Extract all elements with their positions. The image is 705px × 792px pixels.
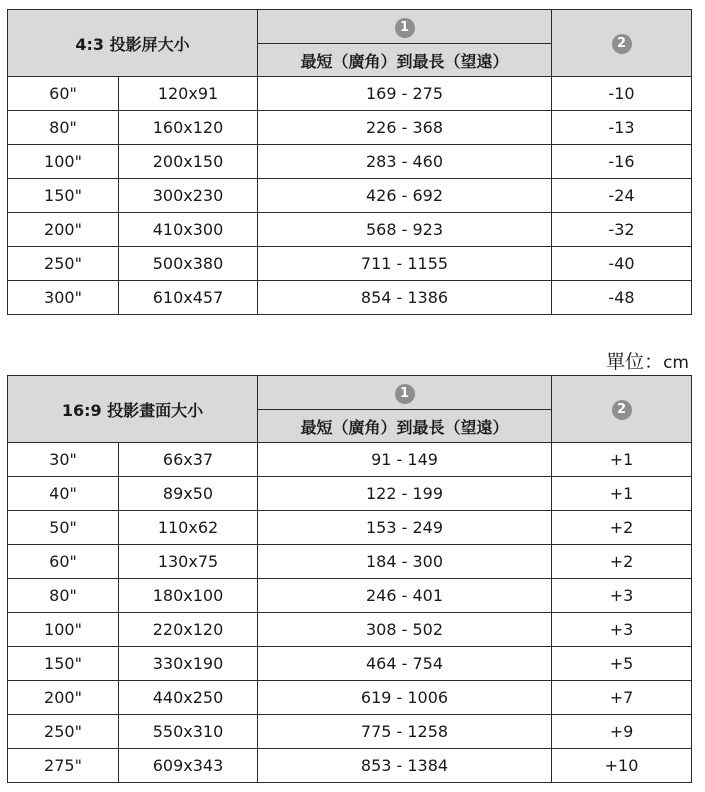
- table-row: [8, 579, 692, 613]
- cell-screen-dimensions: 300x230: [119, 179, 258, 213]
- table-row: [8, 111, 692, 145]
- cell-screen-size: 250": [8, 247, 119, 281]
- table-row: [8, 281, 692, 315]
- table-row: [8, 179, 692, 213]
- cell-distance-range: 153 - 249: [258, 511, 552, 545]
- cell-offset: -32: [552, 213, 692, 247]
- cell-offset: +1: [552, 477, 692, 511]
- cell-offset: -24: [552, 179, 692, 213]
- cell-distance-range: 91 - 149: [258, 443, 552, 477]
- column-marker-1: [258, 376, 552, 410]
- column-marker-1: [258, 10, 552, 44]
- cell-screen-dimensions: 610x457: [119, 281, 258, 315]
- cell-offset: -10: [552, 77, 692, 111]
- screen-size-table-4-3: [7, 9, 692, 315]
- cell-offset: +3: [552, 613, 692, 647]
- column-subtitle: 最短（廣角）到最長（望遠）: [258, 44, 552, 77]
- cell-screen-dimensions: 66x37: [119, 443, 258, 477]
- cell-distance-range: 246 - 401: [258, 579, 552, 613]
- table-row: [8, 545, 692, 579]
- cell-screen-size: 150": [8, 179, 119, 213]
- cell-distance-range: 283 - 460: [258, 145, 552, 179]
- cell-distance-range: 226 - 368: [258, 111, 552, 145]
- table-row: [8, 213, 692, 247]
- number-2-icon: 2: [612, 400, 632, 420]
- cell-distance-range: 619 - 1006: [258, 681, 552, 715]
- cell-distance-range: 426 - 692: [258, 179, 552, 213]
- table-row: [8, 647, 692, 681]
- cell-offset: -48: [552, 281, 692, 315]
- table-row: [8, 749, 692, 783]
- cell-screen-dimensions: 180x100: [119, 579, 258, 613]
- cell-distance-range: 711 - 1155: [258, 247, 552, 281]
- cell-screen-dimensions: 89x50: [119, 477, 258, 511]
- cell-distance-range: 169 - 275: [258, 77, 552, 111]
- cell-screen-size: 60": [8, 77, 119, 111]
- cell-distance-range: 853 - 1384: [258, 749, 552, 783]
- cell-distance-range: 854 - 1386: [258, 281, 552, 315]
- cell-screen-size: 200": [8, 681, 119, 715]
- cell-screen-size: 275": [8, 749, 119, 783]
- number-2-icon: 2: [612, 34, 632, 54]
- cell-offset: +10: [552, 749, 692, 783]
- table-row: [8, 443, 692, 477]
- cell-distance-range: 775 - 1258: [258, 715, 552, 749]
- cell-screen-dimensions: 130x75: [119, 545, 258, 579]
- cell-screen-size: 40": [8, 477, 119, 511]
- screen-size-table-16-9: [7, 375, 692, 783]
- cell-screen-size: 200": [8, 213, 119, 247]
- column-subtitle: 最短（廣角）到最長（望遠）: [258, 410, 552, 443]
- cell-screen-dimensions: 120x91: [119, 77, 258, 111]
- cell-offset: -13: [552, 111, 692, 145]
- unit-value: cm: [663, 353, 689, 373]
- table-row: [8, 247, 692, 281]
- number-1-icon: 1: [395, 384, 415, 404]
- cell-offset: +2: [552, 511, 692, 545]
- table-row: [8, 477, 692, 511]
- cell-screen-size: 300": [8, 281, 119, 315]
- cell-screen-size: 100": [8, 145, 119, 179]
- cell-offset: +5: [552, 647, 692, 681]
- cell-screen-dimensions: 200x150: [119, 145, 258, 179]
- cell-screen-dimensions: 220x120: [119, 613, 258, 647]
- cell-screen-size: 250": [8, 715, 119, 749]
- cell-screen-dimensions: 440x250: [119, 681, 258, 715]
- cell-screen-dimensions: 160x120: [119, 111, 258, 145]
- cell-screen-size: 50": [8, 511, 119, 545]
- cell-screen-dimensions: 609x343: [119, 749, 258, 783]
- table-row: [8, 681, 692, 715]
- cell-screen-dimensions: 410x300: [119, 213, 258, 247]
- cell-screen-dimensions: 500x380: [119, 247, 258, 281]
- table-row: [8, 77, 692, 111]
- cell-screen-size: 30": [8, 443, 119, 477]
- number-1-icon: 1: [395, 18, 415, 38]
- cell-screen-size: 80": [8, 111, 119, 145]
- table-row: [8, 613, 692, 647]
- column-marker-2: [552, 376, 692, 443]
- table-title: 16:9 投影畫面大小: [8, 376, 258, 443]
- cell-screen-size: 60": [8, 545, 119, 579]
- cell-distance-range: 122 - 199: [258, 477, 552, 511]
- table-row: [8, 715, 692, 749]
- cell-offset: +1: [552, 443, 692, 477]
- cell-offset: +9: [552, 715, 692, 749]
- cell-screen-dimensions: 330x190: [119, 647, 258, 681]
- cell-offset: +3: [552, 579, 692, 613]
- cell-screen-size: 100": [8, 613, 119, 647]
- cell-screen-dimensions: 110x62: [119, 511, 258, 545]
- cell-distance-range: 184 - 300: [258, 545, 552, 579]
- cell-screen-dimensions: 550x310: [119, 715, 258, 749]
- unit-note: [606, 347, 689, 374]
- column-marker-2: [552, 10, 692, 77]
- cell-offset: -16: [552, 145, 692, 179]
- cell-distance-range: 568 - 923: [258, 213, 552, 247]
- table-row: [8, 511, 692, 545]
- cell-distance-range: 464 - 754: [258, 647, 552, 681]
- unit-label: 單位：: [606, 351, 664, 373]
- cell-offset: -40: [552, 247, 692, 281]
- cell-offset: +7: [552, 681, 692, 715]
- cell-distance-range: 308 - 502: [258, 613, 552, 647]
- cell-screen-size: 80": [8, 579, 119, 613]
- table-title: 4:3 投影屏大小: [8, 10, 258, 77]
- table-row: [8, 145, 692, 179]
- cell-screen-size: 150": [8, 647, 119, 681]
- cell-offset: +2: [552, 545, 692, 579]
